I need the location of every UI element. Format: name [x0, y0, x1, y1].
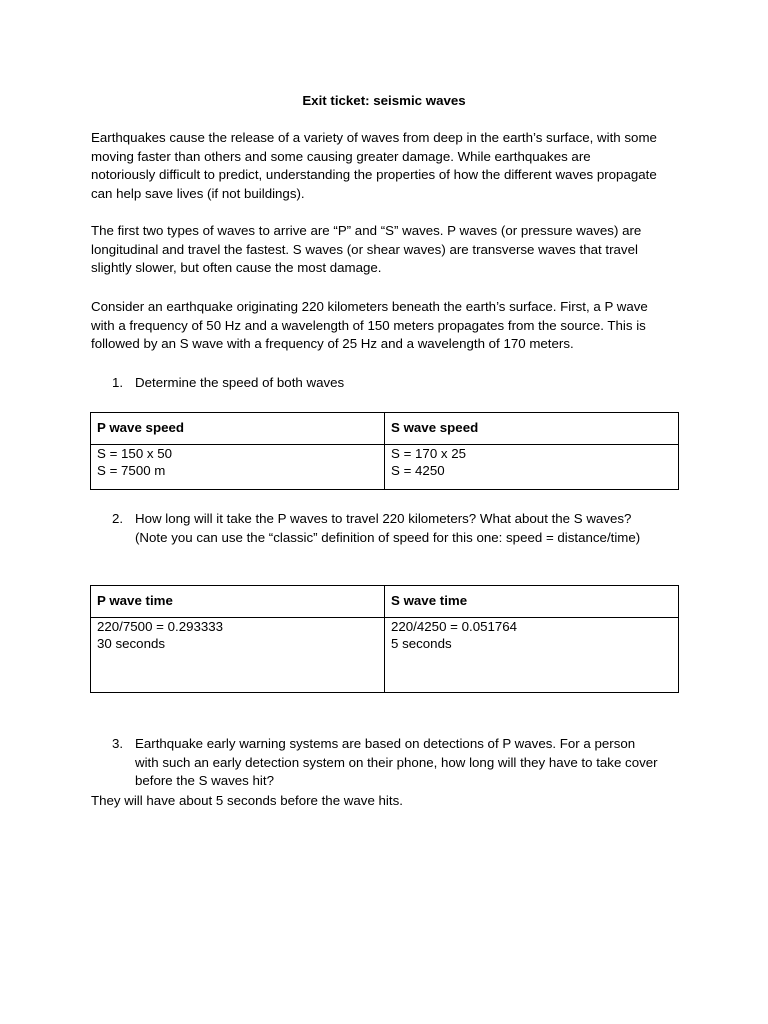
question-text-line: with such an early detection system on their phone, how long will they have to take cover: [135, 754, 658, 770]
question-text-line: before the S waves hit?: [135, 773, 274, 789]
scenario-line: Consider an earthquake originating 220 kilometers beneath the earth’s surface. First, a P wave: [91, 299, 648, 314]
header-s-wave-speed: S wave speed: [385, 413, 679, 445]
wave-types-line: longitudinal and travel the fastest. S waves (or shear waves) are transverse waves that travel: [91, 241, 638, 257]
cell-line: S = 4250: [391, 463, 445, 478]
intro-line: Earthquakes cause the release of a variety of waves from deep in the earth’s surface, with some: [91, 130, 657, 145]
cell-p-wave-speed[interactable]: [91, 445, 385, 490]
question-number: 2.: [112, 511, 124, 526]
question-number: 3.: [112, 736, 124, 751]
question-text: Determine the speed of both waves: [135, 375, 345, 390]
intro-line: can help save lives (if not buildings).: [91, 186, 305, 202]
question-3: [112, 735, 692, 791]
question-number: 1.: [112, 375, 124, 390]
cell-line: S = 150 x 50: [97, 446, 173, 461]
cell-line: 30 seconds: [97, 636, 166, 651]
wave-types-line: slightly slower, but often cause the most damage.: [91, 260, 382, 276]
wave-types-line: The first two types of waves to arrive are “P” and “S” waves. P waves (or pressure waves) are: [91, 223, 642, 238]
intro-line: notoriously difficult to predict, understanding the properties of how the different waves propagate: [91, 167, 657, 183]
wave-speed-table: [90, 412, 679, 490]
question-1: [112, 374, 692, 393]
wave-time-table: [90, 585, 679, 693]
table-header-row: [91, 586, 679, 618]
cell-line: S = 170 x 25: [391, 446, 467, 461]
cell-p-wave-time[interactable]: [91, 618, 385, 693]
question-text-line: (Note you can use the “classic” definition of speed for this one: speed = distance/time): [135, 529, 641, 545]
question-text-line: Earthquake early warning systems are based on detections of P waves. For a person: [135, 736, 636, 751]
table-header-row: [91, 413, 679, 445]
table-row: [91, 445, 679, 490]
cell-line: 220/4250 = 0.051764: [391, 619, 518, 634]
question-3-answer[interactable]: They will have about 5 seconds before the wave hits.: [91, 793, 403, 808]
cell-line: 5 seconds: [391, 636, 452, 651]
scenario-line: followed by an S wave with a frequency of 25 Hz and a wavelength of 170 meters.: [91, 336, 574, 352]
page-title: Exit ticket: seismic waves: [302, 93, 466, 108]
header-p-wave-speed: P wave speed: [91, 413, 385, 445]
scenario-paragraph: [91, 298, 691, 354]
cell-line: S = 7500 m: [97, 463, 166, 478]
header-s-wave-time: S wave time: [385, 586, 679, 618]
cell-line: 220/7500 = 0.293333: [97, 619, 224, 634]
question-text-line: How long will it take the P waves to travel 220 kilometers? What about the S waves?: [135, 511, 632, 526]
intro-paragraph: [91, 129, 691, 204]
scenario-line: with a frequency of 50 Hz and a wavelength of 150 meters propagates from the source. This is: [91, 317, 646, 333]
table-row: [91, 618, 679, 693]
cell-s-wave-speed[interactable]: [385, 445, 679, 490]
question-2: [112, 510, 692, 547]
intro-line: moving faster than others and some causing greater damage. While earthquakes are: [91, 148, 591, 164]
cell-s-wave-time[interactable]: [385, 618, 679, 693]
wave-types-paragraph: [91, 222, 691, 278]
header-p-wave-time: P wave time: [91, 586, 385, 618]
